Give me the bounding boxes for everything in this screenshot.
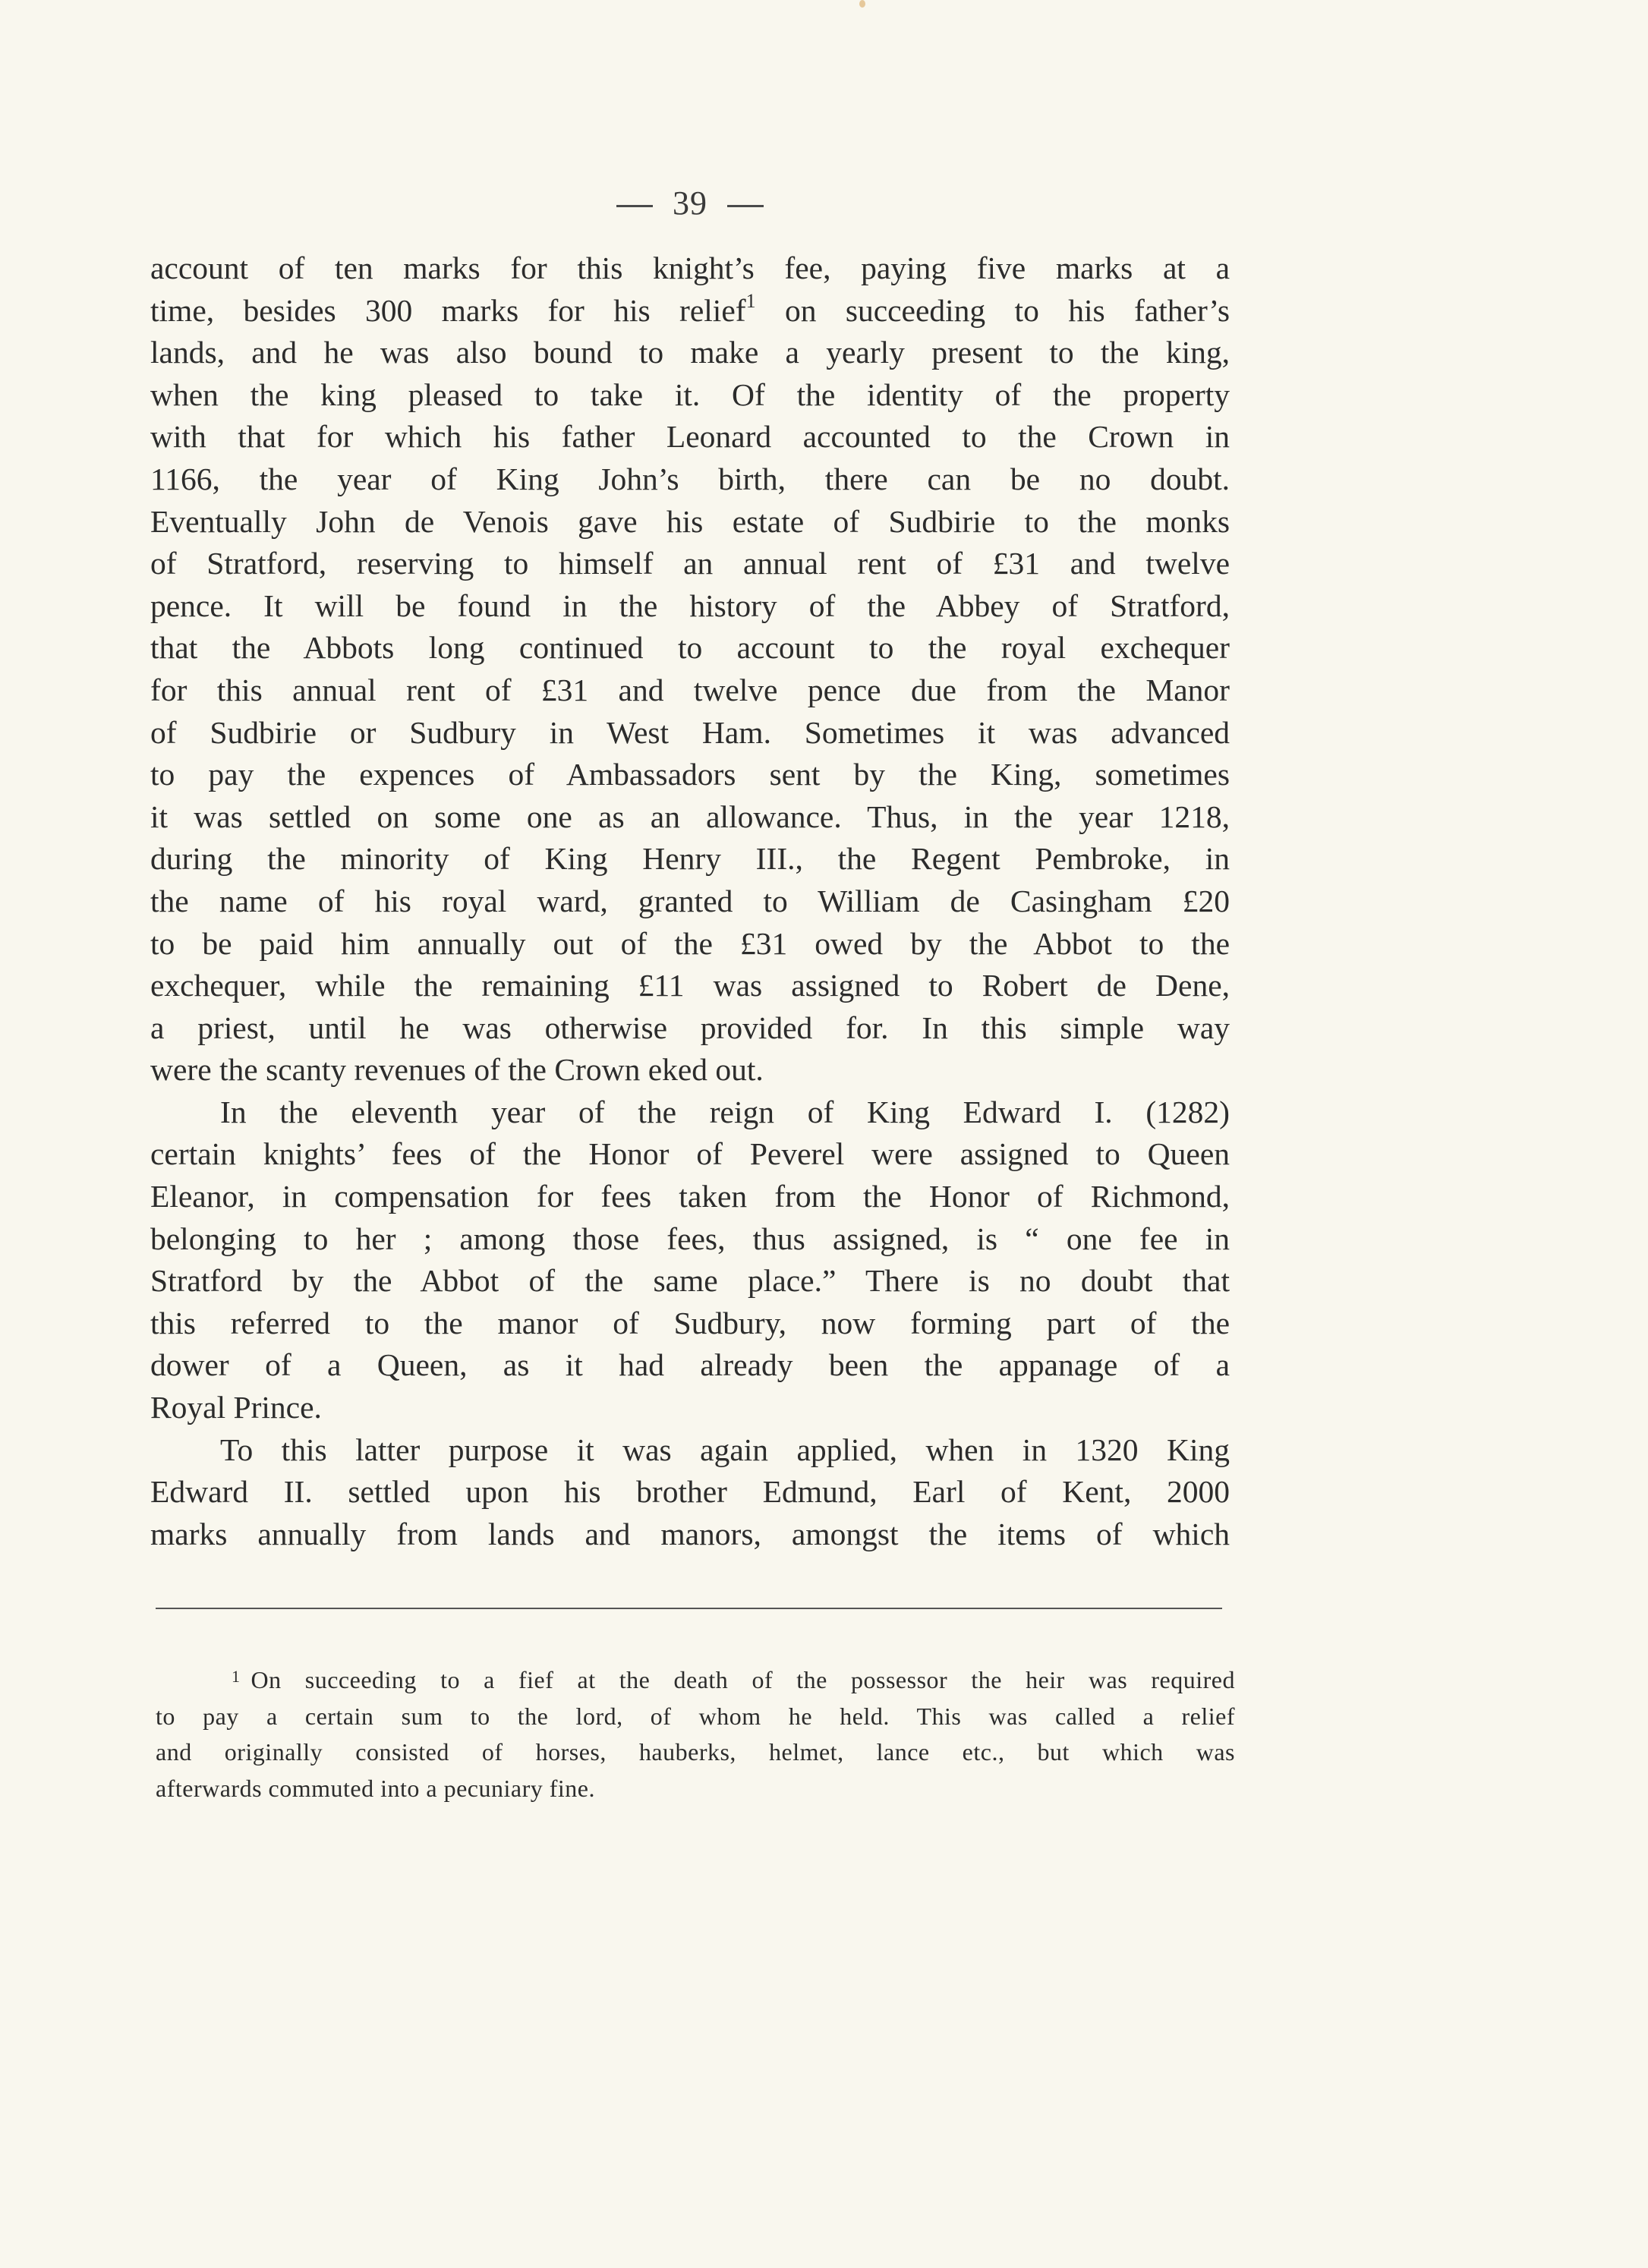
text-line: In the eleventh year of the reign of King Edward I. (1282) — [220, 1094, 1230, 1129]
folio-dash-right — [727, 205, 764, 207]
page-number-value: 39 — [673, 184, 707, 222]
text-line: the name of his royal ward, granted to William de Casingham £20 — [150, 883, 1230, 918]
text-line: to pay the expences of Ambassadors sent by the King, sometimes — [150, 757, 1230, 792]
text-line: Edward II. settled upon his brother Edmund, Earl of Kent, 2000 — [150, 1474, 1230, 1510]
text-line: Eleanor, in compensation for fees taken from the Honor of Richmond, — [150, 1179, 1230, 1214]
print-speck — [859, 0, 865, 8]
text-line: dower of a Queen, as it had already been the appanage of a — [150, 1347, 1230, 1383]
text-line: that the Abbots long continued to account to the royal exchequer — [150, 630, 1230, 666]
text-line: with that for which his father Leonard accounted to the Crown in — [150, 419, 1230, 455]
text-line: exchequer, while the remaining £11 was assigned to Robert de Dene, — [150, 968, 1230, 1003]
footnote-text: On succeeding to a fief at the death of the possessor the heir was required — [251, 1666, 1235, 1693]
footnote-line — [156, 1658, 1235, 1699]
text-line: were the scanty revenues of the Crown eked out. — [150, 1052, 764, 1088]
page-number — [0, 184, 1380, 222]
text-line: marks annually from lands and manors, amongst the items of which — [150, 1516, 1230, 1551]
text-line: a priest, until he was otherwise provided for. In this simple way — [150, 1010, 1230, 1045]
text-line: 1166, the year of King John’s birth, there can be no doubt. — [150, 461, 1230, 496]
text-line: of Stratford, reserving to himself an annual rent of £31 and twelve — [150, 546, 1230, 581]
text-line: it was settled on some one as an allowance. Thus, in the year 1218, — [150, 799, 1230, 834]
footnote-line: afterwards commuted into a pecuniary fine. — [156, 1774, 595, 1802]
folio-dash-left — [616, 205, 653, 207]
footnote-line: to pay a certain sum to the lord, of whom he held. This was called a relief — [156, 1702, 1235, 1730]
text-segment: on succeeding to his father’s — [755, 292, 1230, 328]
text-line: belonging to her ; among those fees, thus assigned, is “ one fee in — [150, 1221, 1230, 1256]
text-line: Stratford by the Abbot of the same place.” There is no doubt that — [150, 1263, 1230, 1299]
text-line: certain knights’ fees of the Honor of Peverel were assigned to Queen — [150, 1136, 1230, 1172]
text-line: when the king pleased to take it. Of the identity of the property — [150, 376, 1230, 412]
text-line: lands, and he was also bound to make a yearly present to the king, — [150, 335, 1230, 370]
footnote-divider — [156, 1608, 1222, 1609]
text-segment: time, besides 300 marks for his relief — [150, 292, 746, 328]
text-line: pence. It will be found in the history of the Abbey of Stratford, — [150, 587, 1230, 623]
text-line: To this latter purpose it was again applied, when in 1320 King — [220, 1432, 1230, 1467]
text-line: account of ten marks for this knight’s fee, paying five marks at a — [150, 250, 1230, 285]
text-line: Eventually John de Venois gave his estate of Sudbirie to the monks — [150, 503, 1230, 539]
text-line: of Sudbirie or Sudbury in West Ham. Sometimes it was advanced — [150, 714, 1230, 750]
footnote-line: and originally consisted of horses, hauberks, helmet, lance etc., but which was — [156, 1738, 1235, 1766]
footnote — [156, 1658, 1235, 1807]
body-text — [150, 247, 1230, 1555]
text-line: Royal Prince. — [150, 1390, 322, 1425]
text-line: to be paid him annually out of the £31 owed by the Abbot to the — [150, 925, 1230, 961]
text-line: during the minority of King Henry III., the Regent Pembroke, in — [150, 841, 1230, 877]
text-line — [150, 290, 1230, 332]
footnote-marker: 1 — [232, 1667, 241, 1686]
footnote-reference: 1 — [745, 289, 756, 312]
text-line: this referred to the manor of Sudbury, now forming part of the — [150, 1305, 1230, 1340]
text-line: for this annual rent of £31 and twelve pence due from the Manor — [150, 672, 1230, 707]
